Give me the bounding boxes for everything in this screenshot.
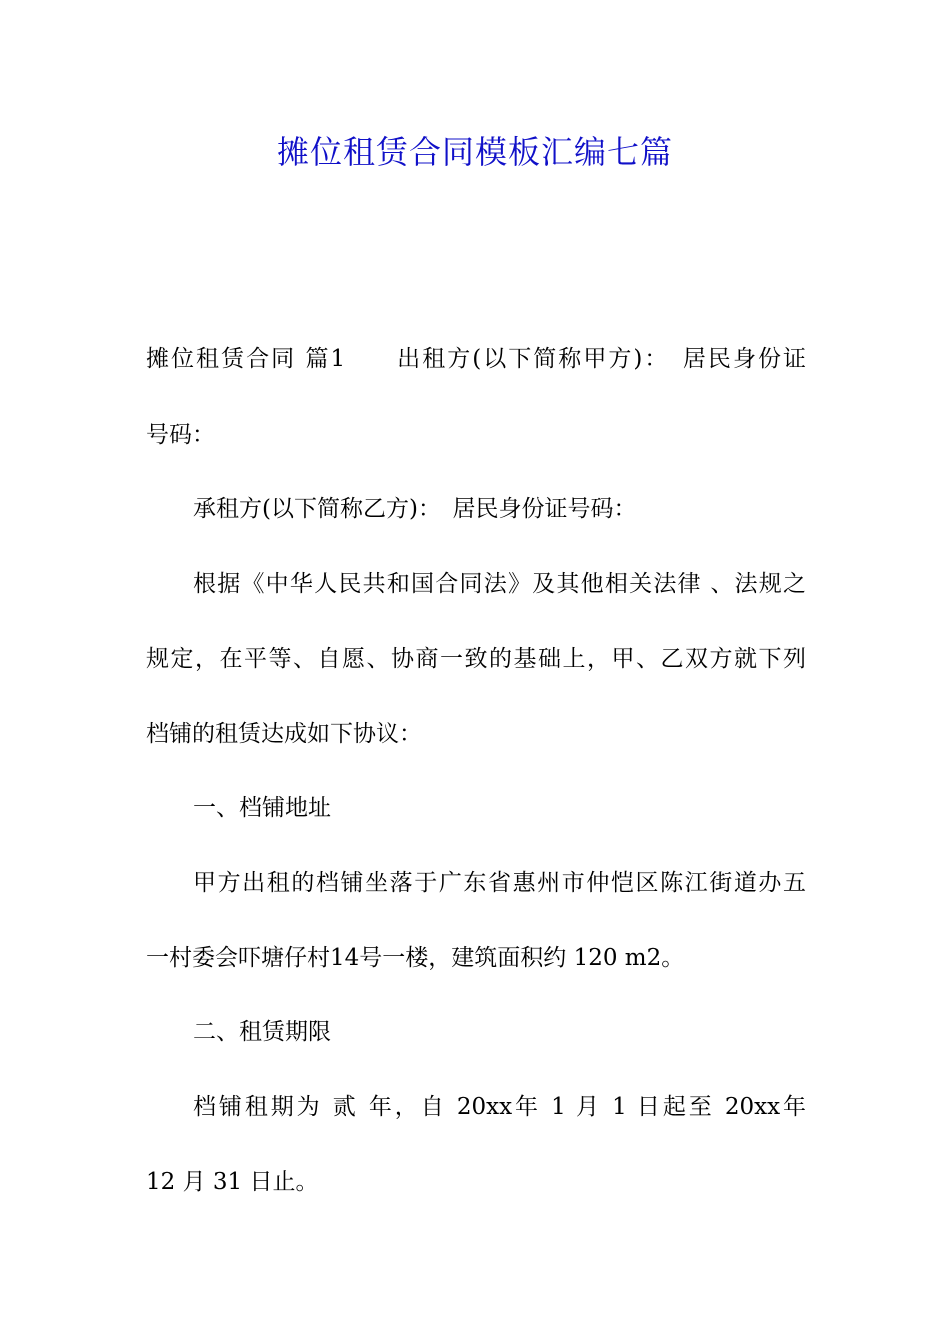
- paragraph-line: 档铺的租赁达成如下协议：: [146, 721, 422, 747]
- paragraph-line: 甲方出租的档铺坐落于广东省惠州市仲恺区陈江街道办五: [193, 870, 806, 896]
- paragraph-line: 一村委会吓塘仔村14号一楼，建筑面积约 120 m2。: [146, 945, 685, 971]
- paragraph-line: 规定，在平等、自愿、协商一致的基础上，甲、乙双方就下列: [146, 646, 806, 672]
- paragraph-line: 号码：: [146, 422, 215, 448]
- paragraph-line: 档铺租期为 贰 年，自 20xx年 1 月 1 日起至 20xx年: [193, 1094, 806, 1120]
- section-heading: 二、租赁期限: [193, 1019, 331, 1045]
- section-heading: 一、档铺地址: [193, 795, 331, 821]
- paragraph-line: 承租方(以下简称乙方)： 居民身份证号码：: [193, 496, 637, 522]
- document-title: 摊位租赁合同模板汇编七篇: [276, 133, 673, 171]
- paragraph-line: 根据《中华人民共和国合同法》及其他相关法律 、法规之: [193, 571, 806, 597]
- paragraph-line: 摊位租赁合同 篇1 出租方(以下简称甲方)： 居民身份证: [146, 346, 806, 372]
- paragraph-line: 12 月 31 日止。: [146, 1169, 319, 1195]
